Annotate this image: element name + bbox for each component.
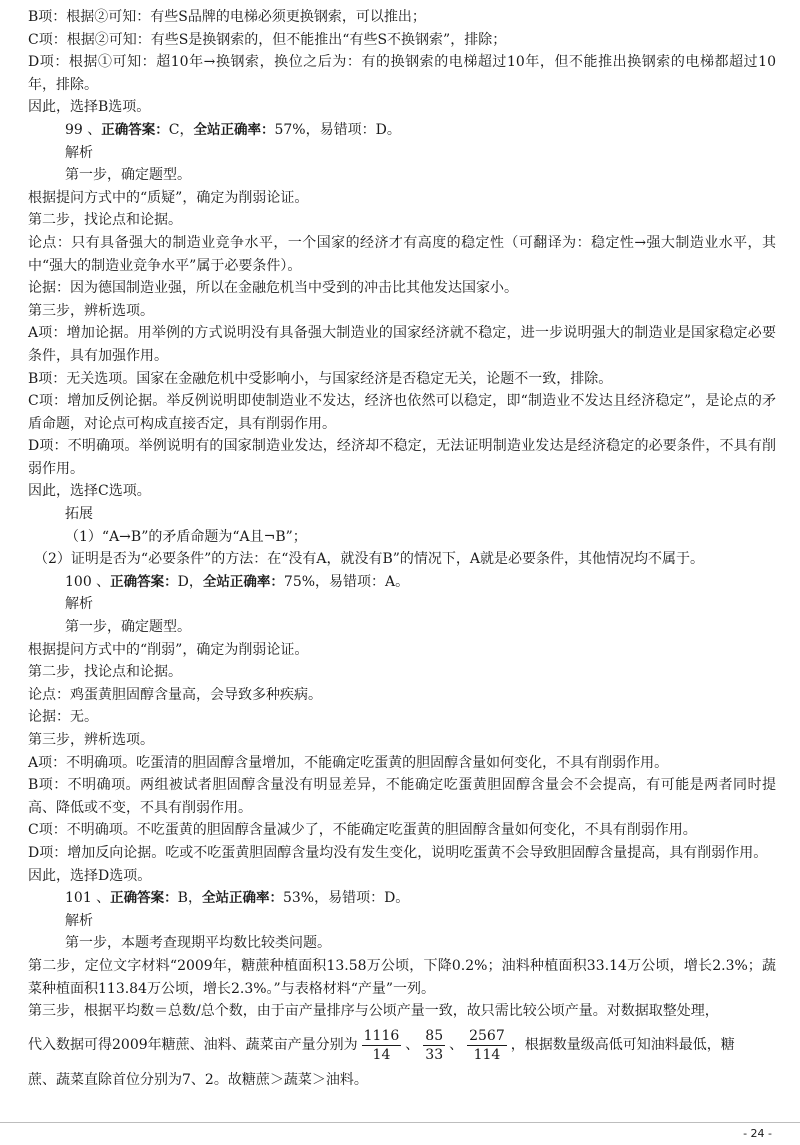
extension-heading: 拓展 [65, 506, 93, 523]
text-line: 论据：因为德国制造业强，所以在金融危机当中受到的冲击比其他发达国家小。 [28, 280, 518, 297]
fraction-line [28, 1023, 776, 1069]
option-d-analysis: D项：不明确项。举例说明有的国家制造业发达，经济却不稳定，无法证明制造业发达是经济稳定的必要条件，不具有削弱作用。 [28, 438, 776, 477]
fraction-vegetable [467, 1027, 507, 1064]
question-number: 101 、 [65, 890, 111, 907]
rate-value: 53%，易错项：D。 [282, 890, 410, 907]
text-line: B项：根据②可知：有些S品牌的电梯必须更换钢索，可以推出； [28, 9, 426, 25]
answer-value: B， [177, 890, 202, 907]
question-number: 99 、 [65, 121, 102, 138]
analysis-heading: 解析 [65, 596, 93, 613]
conclusion: 因此，选择C选项。 [28, 483, 151, 500]
denominator: 33 [425, 1047, 444, 1064]
step-heading: 第三步，辨析选项。 [28, 302, 154, 319]
rate-label: 全站正确率： [201, 890, 283, 907]
text-line: 根据提问方式中的“质疑”，确定为削弱论证。 [28, 189, 309, 206]
numerator: 2567 [469, 1028, 505, 1045]
answer-label: 正确答案： [110, 890, 178, 907]
document-page [28, 6, 776, 1091]
answer-label: 正确答案： [110, 573, 178, 590]
rate-label: 全站正确率： [202, 573, 284, 590]
option-b-analysis: B项：无关选项。国家在金融危机中受影响小，与国家经济是否稳定无关，论题不一致，排除。 [28, 370, 613, 387]
answer-value: D， [177, 573, 203, 590]
option-c-analysis: C项：不明确项。不吃蛋黄的胆固醇含量减少了，不能确定吃蛋黄的胆固醇含量如何变化，不具有削弱作用。 [28, 822, 697, 839]
text-line: 根据提问方式中的“削弱”，确定为削弱论证。 [28, 641, 309, 658]
text-line: 论点：鸡蛋黄胆固醇含量高，会导致多种疾病。 [28, 686, 322, 703]
separator: 、 [449, 1037, 464, 1054]
text-line: 第三步，根据平均数＝总数/总个数，由于亩产量排序与公顷产量一致，故只需比较公顷产量。对数据取整处理， [28, 1003, 719, 1020]
answer-value: C， [168, 121, 194, 138]
question-header-101 [28, 887, 776, 910]
numerator: 85 [425, 1028, 444, 1045]
separator: 、 [405, 1037, 420, 1054]
rate-value: 57%，易错项：D。 [274, 121, 401, 138]
analysis-heading: 解析 [65, 912, 93, 929]
denominator: 14 [372, 1047, 391, 1064]
denominator: 114 [473, 1047, 501, 1064]
step-heading: 第二步，找论点和论据。 [28, 664, 182, 681]
step-heading: 第二步，找论点和论据。 [28, 212, 182, 229]
extension-item: （2）证明是否为“必要条件”的方法：在“没有A，就没有B”的情况下，A就是必要条件，其他情况均不属于。 [34, 551, 705, 568]
text-line: 因此，选择B选项。 [28, 99, 151, 116]
text-fragment: 代入数据可得2009年糖蔗、油料、蔬菜亩产量分别为 [28, 1037, 358, 1054]
analysis-heading: 解析 [65, 144, 93, 161]
option-a-analysis: A项：不明确项。吃蛋清的胆固醇含量增加，不能确定吃蛋黄的胆固醇含量如何变化，不具有削弱作用。 [28, 754, 669, 771]
step-heading: 第一步，本题考查现期平均数比较类问题。 [65, 935, 331, 952]
extension-item: （1）“A→B”的矛盾命题为“A且¬B”； [65, 528, 307, 545]
fraction-sugarcane [362, 1027, 402, 1064]
step-heading: 第一步，确定题型。 [65, 619, 191, 636]
question-header-99 [28, 119, 776, 142]
numerator: 1116 [363, 1028, 400, 1045]
question-header-100 [28, 571, 776, 594]
text-fragment: ，根据数量级高低可知油料最低，糖 [510, 1037, 735, 1054]
option-b-analysis: B项：不明确项。两组被试者胆固醇含量没有明显差异，不能确定吃蛋黄胆固醇含量会不会提高，有可能是两者同时提高、降低或不变，不具有削弱作用。 [28, 777, 776, 816]
text-line: D项：根据①可知：超10年→换钢索，换位之后为：有的换钢索的电梯超过10年，但不能推出换钢索的电梯都超过10年，排除。 [28, 54, 776, 93]
conclusion: 因此，选择D选项。 [28, 867, 152, 884]
page-number: - 24 - [743, 1127, 772, 1140]
fraction-oilseed [423, 1027, 445, 1064]
text-line: 论点：只有具备强大的制造业竞争水平，一个国家的经济才有高度的稳定性（可翻译为：稳定性→强大制造业水平，其中“强大的制造业竞争水平”属于必要条件）。 [28, 234, 776, 274]
option-d-analysis: D项：增加反向论据。吃或不吃蛋黄胆固醇含量均没有发生变化，说明吃蛋黄不会导致胆固醇含量提高，具有削弱作用。 [28, 844, 768, 861]
step-heading: 第三步，辨析选项。 [28, 732, 154, 748]
rate-value: 75%，易错项：A。 [283, 573, 410, 590]
option-c-analysis: C项：增加反例论据。举反例说明即使制造业不发达，经济也依然可以稳定，即“制造业不发达且经济稳定”，是论点的矛盾命题，对论点可构成直接否定，具有削弱作用。 [28, 393, 776, 432]
rate-label: 全站正确率： [193, 121, 275, 138]
answer-label: 正确答案： [101, 121, 169, 138]
text-line: 蔗、蔬菜直除首位分别为7、2。故糖蔗＞蔬菜＞油料。 [28, 1071, 368, 1088]
text-line: 论据：无。 [28, 709, 98, 726]
option-a-analysis: A项：增加论据。用举例的方式说明没有具备强大制造业的国家经济就不稳定，进一步说明强大的制造业是国家稳定必要条件，具有加强作用。 [28, 325, 776, 364]
footer-divider [0, 1122, 800, 1123]
text-line: 第二步，定位文字材料“2009年，糖蔗种植面积13.58万公顷，下降0.2%；油料种植面积33.14万公顷，增长2.3%；蔬菜种植面积113.84万公顷，增长2.3%。”与表格材料“产量”一列。 [28, 957, 776, 997]
question-number: 100 、 [65, 573, 111, 590]
step-heading: 第一步，确定题型。 [65, 167, 191, 184]
text-line: C项：根据②可知：有些S是换钢索的，但不能推出“有些S不换钢索”，排除； [28, 31, 507, 48]
